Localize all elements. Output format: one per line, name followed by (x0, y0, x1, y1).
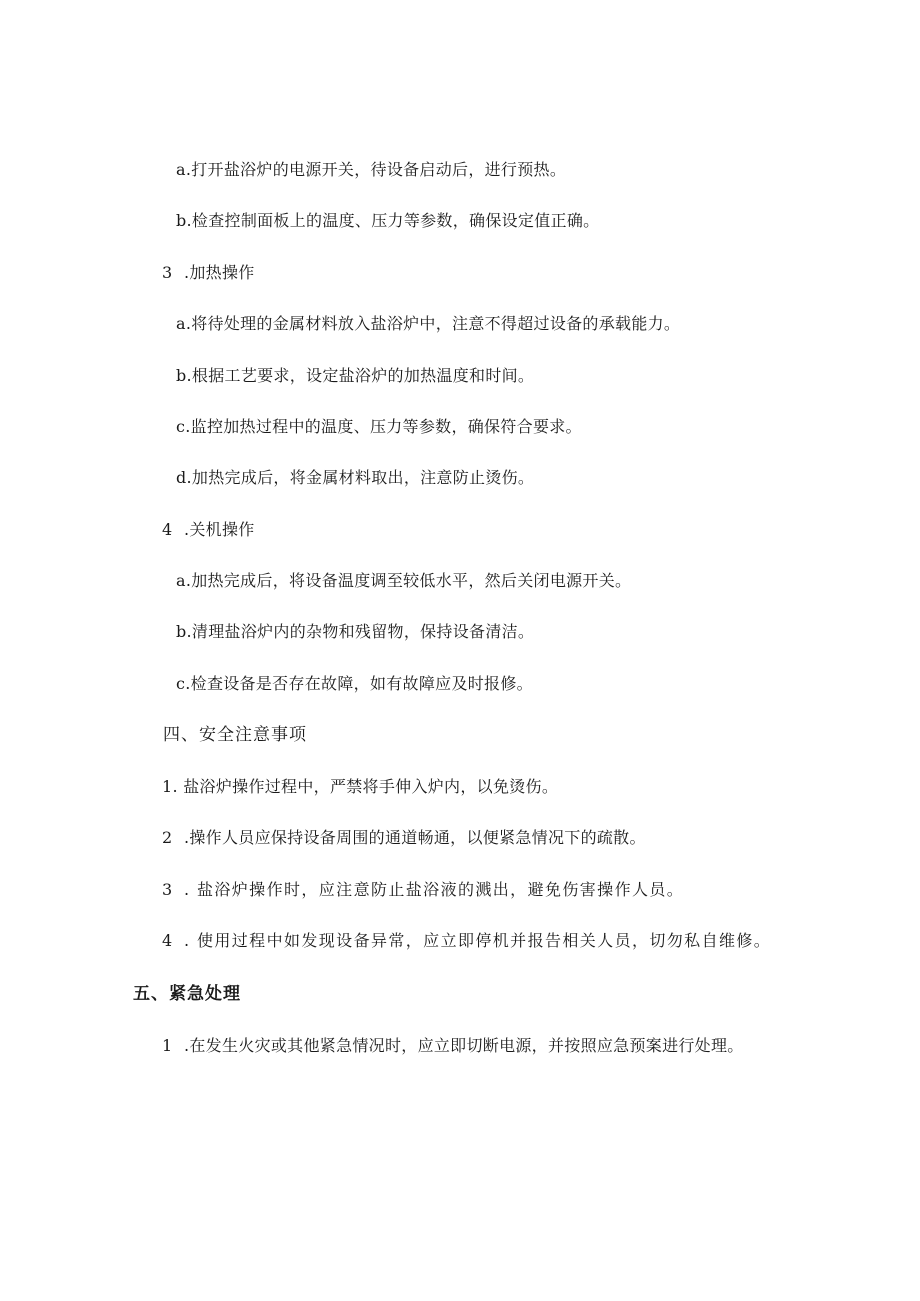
heating-section-label: .加热操作 (184, 263, 255, 282)
safety-item-4-text: . 使用过程中如发现设备异常，应立即停机并报告相关人员，切勿私自维修。 (184, 931, 772, 950)
safety-heading: 四、安全注意事项 (163, 725, 307, 745)
startup-step-b: b.检查控制面板上的温度、压力等参数，确保设定值正确。 (176, 211, 600, 230)
safety-item-1-number: 1 (162, 777, 173, 796)
emergency-heading: 五、紧急处理 (133, 984, 241, 1004)
heating-step-b: b.根据工艺要求，设定盐浴炉的加热温度和时间。 (176, 366, 535, 385)
shutdown-section-label: .关机操作 (184, 520, 255, 539)
safety-item-1-text: . 盐浴炉操作过程中，严禁将手伸入炉内，以免烫伤。 (172, 777, 559, 796)
heating-step-a: a.将待处理的金属材料放入盐浴炉中，注意不得超过设备的承载能力。 (176, 314, 681, 333)
heating-step-d: d.加热完成后，将金属材料取出，注意防止烫伤。 (176, 468, 535, 487)
shutdown-step-c: c.检查设备是否存在故障，如有故障应及时报修。 (176, 674, 533, 693)
heating-section-title (162, 263, 255, 283)
emergency-item-1-number: 1 (162, 1036, 173, 1055)
safety-item-2-number: 2 (162, 828, 173, 847)
heating-section-number: 3 (162, 263, 173, 282)
safety-item-2-text: .操作人员应保持设备周围的通道畅通，以便紧急情况下的疏散。 (184, 828, 646, 847)
safety-item-3-number: 3 (162, 880, 174, 899)
safety-item-3 (162, 880, 684, 900)
heating-step-c: c.监控加热过程中的温度、压力等参数，确保符合要求。 (176, 417, 582, 436)
shutdown-section-title (162, 520, 255, 540)
emergency-item-1-text: .在发生火灾或其他紧急情况时，应立即切断电源，并按照应急预案进行处理。 (184, 1036, 744, 1055)
shutdown-section-number: 4 (162, 520, 173, 539)
startup-step-a: a.打开盐浴炉的电源开关，待设备启动后，进行预热。 (176, 160, 567, 179)
safety-item-4-number: 4 (162, 931, 174, 950)
safety-item-3-text: . 盐浴炉操作时，应注意防止盐浴液的溅出，避免伤害操作人员。 (184, 880, 685, 899)
emergency-item-1 (162, 1036, 744, 1056)
safety-item-1 (162, 777, 558, 797)
shutdown-step-b: b.清理盐浴炉内的杂物和残留物，保持设备清洁。 (176, 622, 535, 641)
safety-item-2 (162, 828, 646, 848)
safety-item-4 (162, 931, 771, 951)
shutdown-step-a: a.加热完成后，将设备温度调至较低水平，然后关闭电源开关。 (176, 571, 632, 590)
